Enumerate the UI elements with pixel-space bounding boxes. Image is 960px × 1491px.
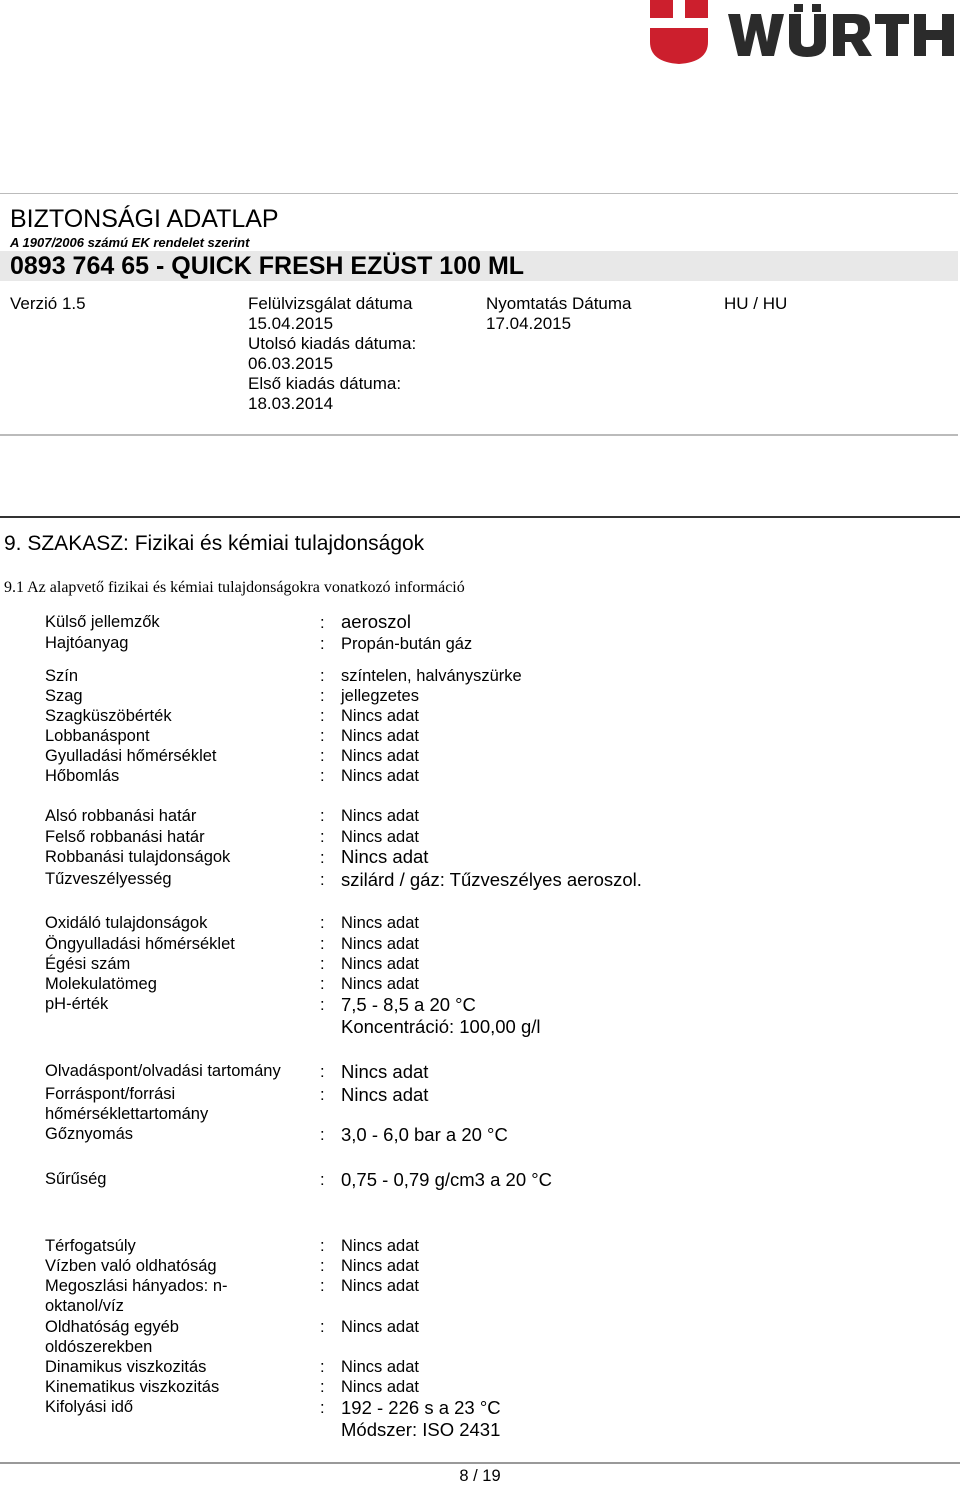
product-name: 0893 764 65 - QUICK FRESH EZÜST 100 ML	[10, 252, 525, 280]
prop-value: Nincs adat	[341, 1084, 429, 1105]
prop-colon: :	[320, 767, 325, 785]
prop-colon: :	[320, 1063, 325, 1081]
prop-value: Nincs adat	[341, 828, 419, 846]
prop-colon: :	[320, 828, 325, 846]
prop-value: szilárd / gáz: Tűzveszélyes aeroszol.	[341, 869, 642, 890]
product-bar	[0, 251, 958, 281]
print-label: Nyomtatás Dátuma	[486, 294, 632, 313]
prop-value: Nincs adat	[341, 1237, 419, 1255]
section-title: 9. SZAKASZ: Fizikai és kémiai tulajdonságok	[4, 532, 425, 555]
prop-label: Kinematikus viszkozitás	[45, 1378, 220, 1396]
prop-label: Gyulladási hőmérséklet	[45, 747, 217, 765]
prop-value: Nincs adat	[341, 807, 419, 825]
prop-label: Alsó robbanási határ	[45, 807, 197, 825]
regulation-text: A 1907/2006 számú EK rendelet szerint	[10, 235, 250, 250]
last-issue-date: 06.03.2015	[248, 354, 334, 373]
prop-label: Olvadáspont/olvadási tartomány	[45, 1062, 281, 1080]
prop-value-extra: Módszer: ISO 2431	[341, 1419, 501, 1440]
prop-label: Felső robbanási határ	[45, 828, 205, 846]
prop-colon: :	[320, 1318, 325, 1336]
prop-colon: :	[320, 871, 325, 889]
language: HU / HU	[724, 294, 788, 313]
prop-label: Égési szám	[45, 955, 131, 973]
prop-colon: :	[320, 1237, 325, 1255]
prop-label-cont: hőmérséklettartomány	[45, 1105, 209, 1123]
prop-value: Nincs adat	[341, 1318, 419, 1336]
prop-colon: :	[320, 975, 325, 993]
prop-value: Nincs adat	[341, 727, 419, 745]
wurth-logo	[646, 0, 958, 66]
document-title: BIZTONSÁGI ADATLAP	[10, 205, 279, 233]
prop-value: Nincs adat	[341, 955, 419, 973]
prop-value: aeroszol	[341, 611, 411, 632]
prop-value: Nincs adat	[341, 707, 419, 725]
prop-label-cont: oldószerekben	[45, 1338, 153, 1356]
prop-value: Propán-bután gáz	[341, 635, 473, 653]
prop-label: Kifolyási idő	[45, 1398, 134, 1416]
prop-label: Gőznyomás	[45, 1125, 134, 1143]
prop-value: Nincs adat	[341, 767, 419, 785]
revision-label: Felülvizsgálat dátuma	[248, 294, 413, 313]
prop-colon: :	[320, 955, 325, 973]
first-issue-label: Első kiadás dátuma:	[248, 374, 402, 393]
prop-value: Nincs adat	[341, 935, 419, 953]
prop-value: Nincs adat	[341, 914, 419, 932]
prop-value: 0,75 - 0,79 g/cm3 a 20 °C	[341, 1169, 553, 1190]
last-issue-label: Utolsó kiadás dátuma:	[248, 334, 417, 353]
prop-colon: :	[320, 727, 325, 745]
prop-label: Lobbanáspont	[45, 727, 150, 745]
prop-colon: :	[320, 1171, 325, 1189]
prop-colon: :	[320, 1086, 325, 1104]
prop-label: Szagküszöbérték	[45, 707, 172, 725]
prop-value-extra: Koncentráció: 100,00 g/l	[341, 1016, 541, 1037]
prop-colon: :	[320, 1399, 325, 1417]
prop-label: Megoszlási hányados: n-	[45, 1277, 228, 1295]
prop-label: pH-érték	[45, 995, 109, 1013]
prop-colon: :	[320, 914, 325, 932]
prop-label: Külső jellemzők	[45, 613, 160, 631]
prop-value: 3,0 - 6,0 bar a 20 °C	[341, 1124, 508, 1145]
prop-label: Forráspont/forrási	[45, 1085, 176, 1103]
prop-value: 192 - 226 s a 23 °C	[341, 1397, 501, 1418]
prop-value: színtelen, halványszürke	[341, 667, 522, 685]
page-number: 8 / 19	[459, 1467, 501, 1485]
prop-colon: :	[320, 807, 325, 825]
prop-colon: :	[320, 1277, 325, 1295]
prop-colon: :	[320, 935, 325, 953]
version: Verzió 1.5	[10, 294, 86, 313]
prop-colon: :	[320, 1126, 325, 1144]
prop-label: Hőbomlás	[45, 767, 120, 785]
prop-colon: :	[320, 747, 325, 765]
prop-label: Robbanási tulajdonságok	[45, 848, 231, 866]
prop-label: Tűzveszélyesség	[45, 870, 172, 888]
prop-colon: :	[320, 1378, 325, 1396]
prop-label: Hajtóanyag	[45, 634, 129, 652]
prop-label-cont: oktanol/víz	[45, 1297, 124, 1315]
prop-colon: :	[320, 1358, 325, 1376]
prop-value: Nincs adat	[341, 1358, 419, 1376]
header-rule-bottom	[0, 434, 958, 436]
prop-value: Nincs adat	[341, 1257, 419, 1275]
prop-value: Nincs adat	[341, 846, 429, 867]
footer-rule	[0, 1462, 960, 1464]
prop-label: Szag	[45, 687, 83, 705]
section-rule	[0, 516, 960, 518]
prop-label: Vízben való oldhatóság	[45, 1257, 217, 1275]
prop-label: Dinamikus viszkozitás	[45, 1358, 207, 1376]
prop-colon: :	[320, 1257, 325, 1275]
print-date: 17.04.2015	[486, 314, 572, 333]
prop-label: Sűrűség	[45, 1170, 107, 1188]
prop-value: Nincs adat	[341, 747, 419, 765]
wurth-logo-graphic	[646, 0, 958, 66]
prop-value: 7,5 - 8,5 a 20 °C	[341, 994, 476, 1015]
prop-value: Nincs adat	[341, 1277, 419, 1295]
prop-label: Oxidáló tulajdonságok	[45, 914, 208, 932]
first-issue-date: 18.03.2014	[248, 394, 334, 413]
prop-colon: :	[320, 635, 325, 653]
prop-colon: :	[320, 667, 325, 685]
prop-value: Nincs adat	[341, 975, 419, 993]
prop-value: Nincs adat	[341, 1378, 419, 1396]
subsection-title: 9.1 Az alapvető fizikai és kémiai tulajdonságokra vonatkozó információ	[4, 579, 465, 596]
prop-label: Molekulatömeg	[45, 975, 157, 993]
prop-value: Nincs adat	[341, 1061, 429, 1082]
prop-label: Szín	[45, 667, 79, 685]
prop-colon: :	[320, 687, 325, 705]
revision-date: 15.04.2015	[248, 314, 334, 333]
prop-value: jellegzetes	[341, 687, 419, 705]
prop-colon: :	[320, 614, 325, 632]
prop-colon: :	[320, 996, 325, 1014]
prop-label: Oldhatóság egyéb	[45, 1318, 179, 1336]
prop-label: Öngyulladási hőmérséklet	[45, 935, 235, 953]
header-rule-top	[0, 193, 958, 194]
prop-label: Térfogatsúly	[45, 1237, 136, 1255]
prop-colon: :	[320, 707, 325, 725]
prop-colon: :	[320, 849, 325, 867]
